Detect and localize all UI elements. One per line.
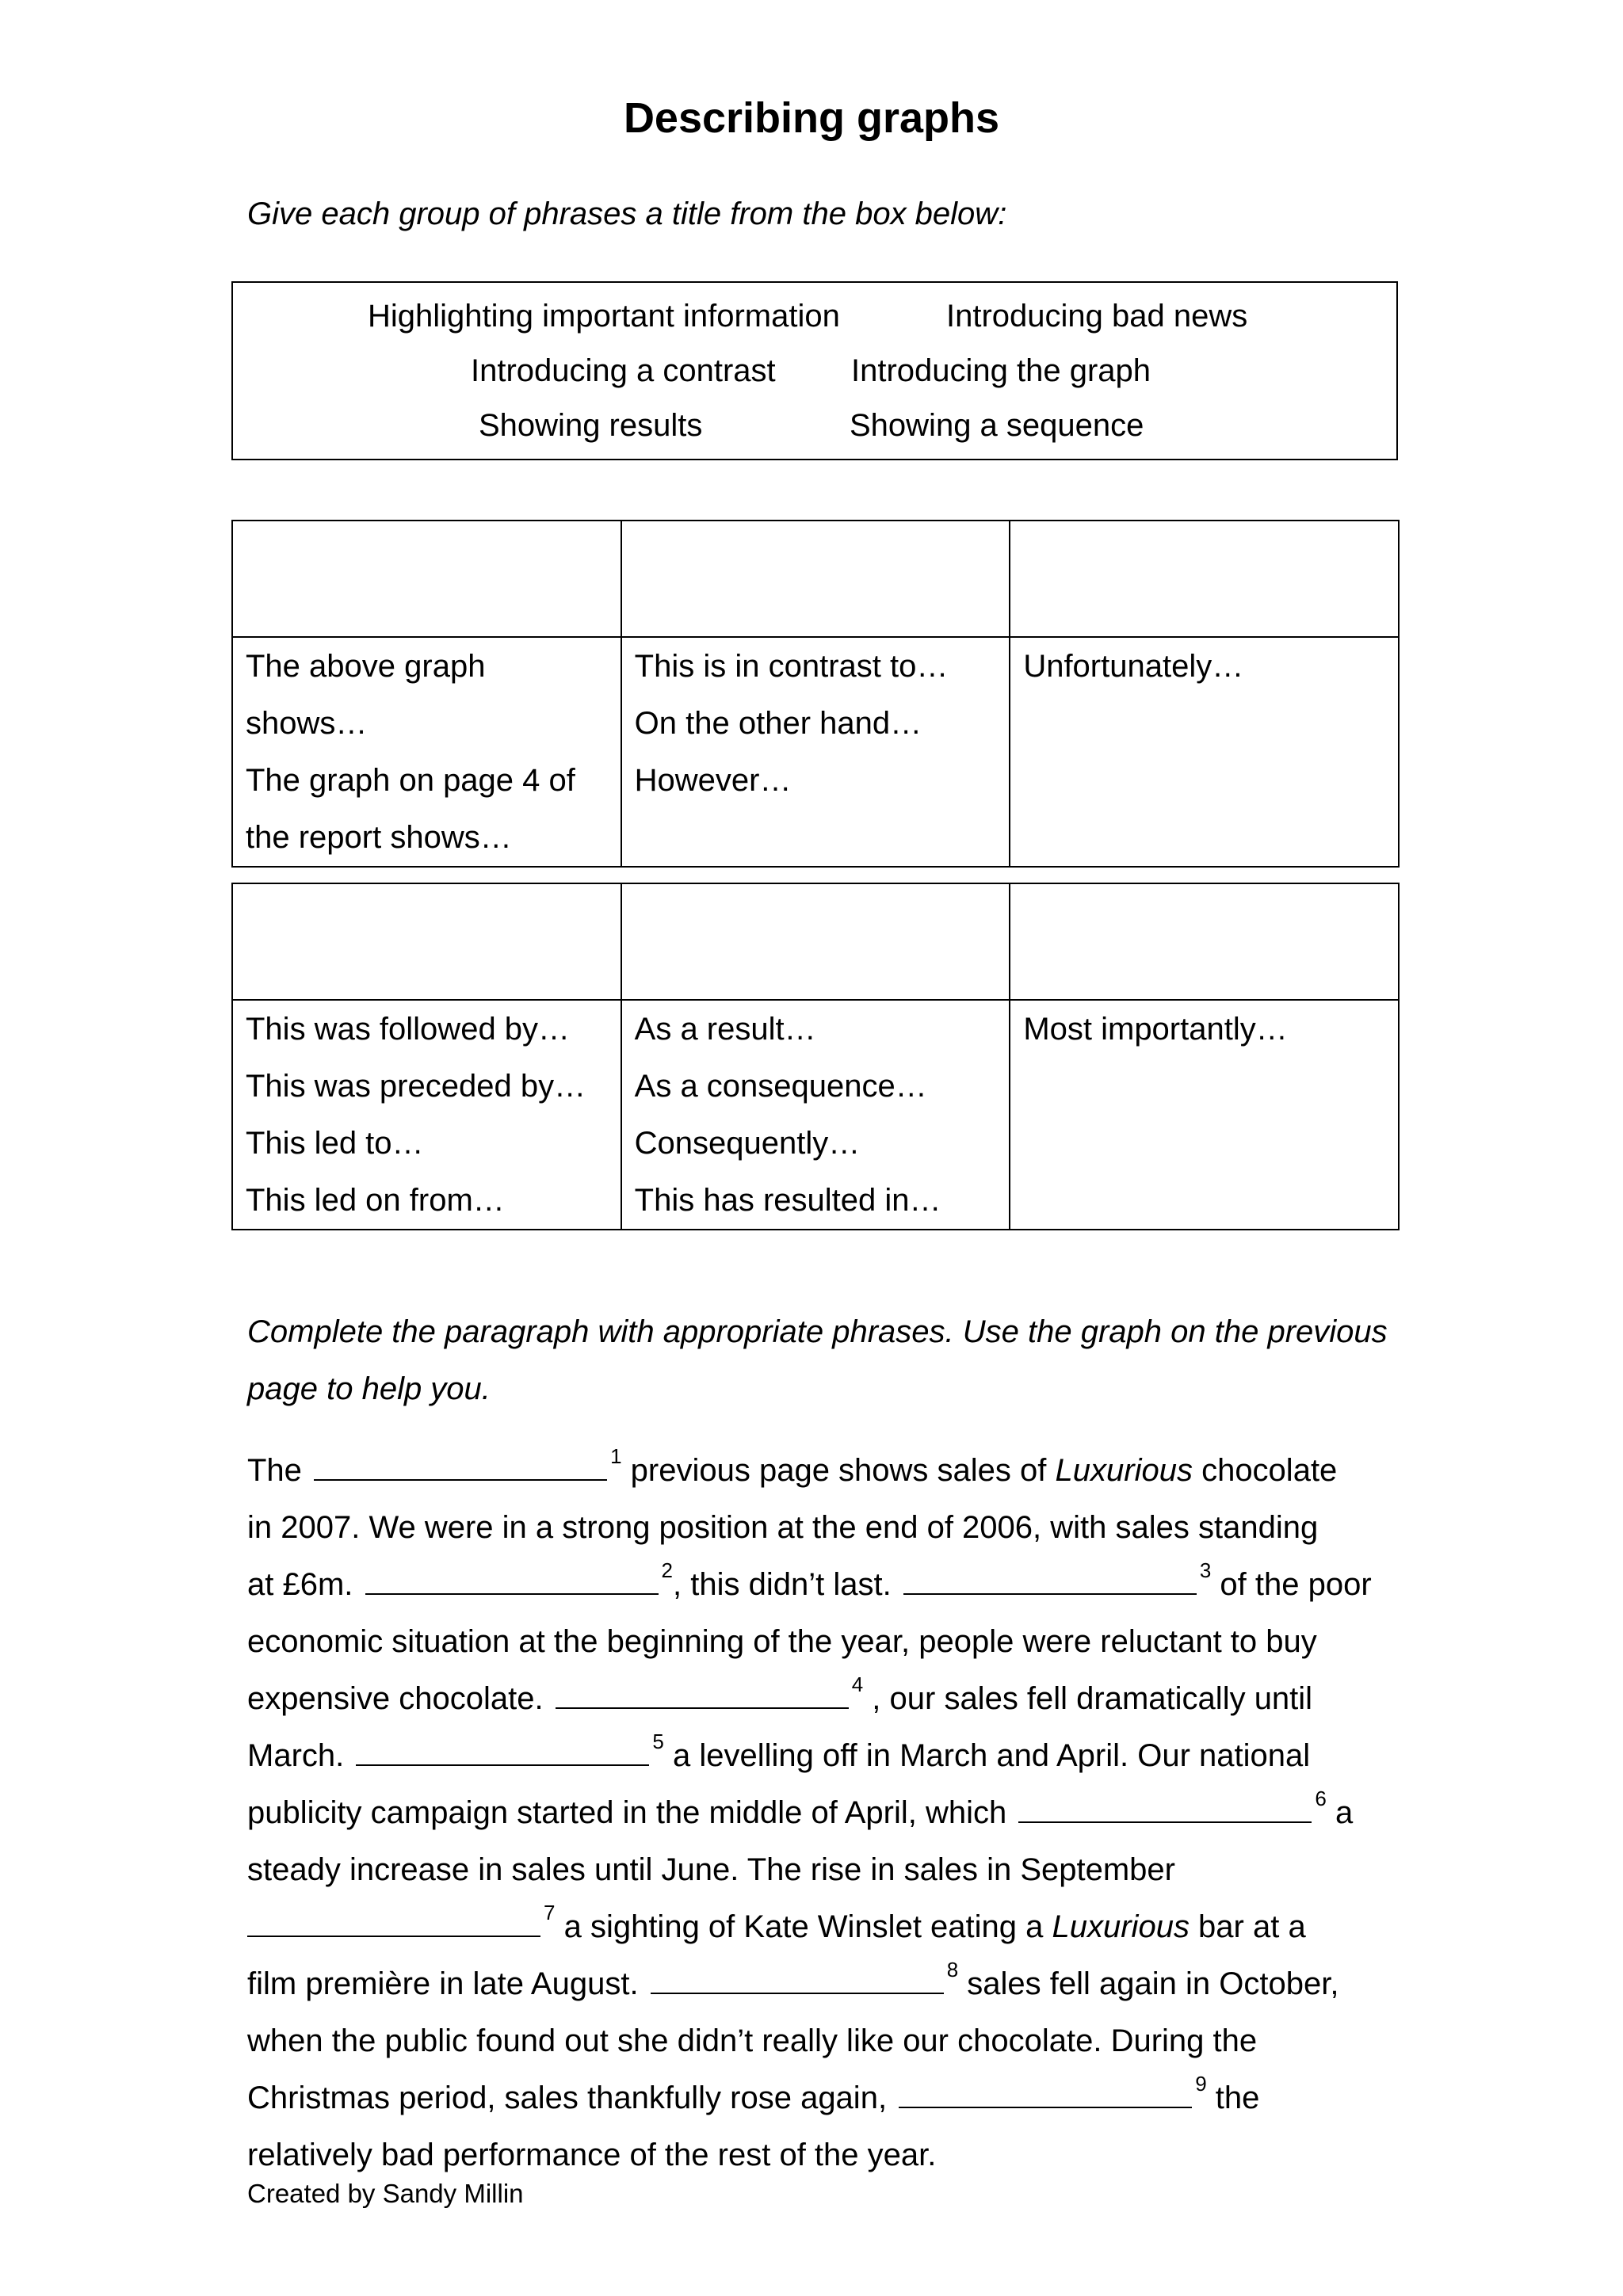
word-box-item: Showing results: [479, 408, 703, 443]
phrase: As a result…: [634, 1012, 816, 1047]
gap-blank: [365, 1562, 659, 1595]
phrase: This is in contrast to…: [634, 649, 949, 684]
gap-number: 1: [610, 1444, 622, 1468]
text: The: [247, 1453, 302, 1488]
text: publicity campaign started in the middle of April, which: [247, 1795, 1007, 1830]
text: Christmas period, sales thankfully rose again,: [247, 2081, 888, 2115]
gap-number: 8: [946, 1958, 959, 1981]
phrase: This was followed by…: [246, 1012, 571, 1047]
phrase: On the other hand…: [634, 706, 922, 741]
phrase: However…: [634, 763, 792, 798]
text: at £6m.: [247, 1567, 353, 1602]
gap-number: 5: [652, 1730, 664, 1753]
phrase: This was preceded by…: [246, 1069, 586, 1104]
phrase: Unfortunately…: [1023, 649, 1244, 684]
gap-fill-paragraph: [247, 1442, 1412, 2183]
text: chocolate: [1192, 1453, 1338, 1488]
gap-blank: [903, 1562, 1197, 1595]
phrase-cell: [232, 637, 621, 867]
gap-number: 9: [1195, 2072, 1207, 2096]
text: March.: [247, 1738, 345, 1773]
gap-number: 6: [1315, 1787, 1327, 1810]
gap-blank: [1018, 1790, 1312, 1823]
phrase: shows…: [246, 706, 368, 741]
text: bar at a: [1189, 1909, 1306, 1944]
text: the: [1206, 2081, 1260, 2115]
brand-name: Luxurious: [1052, 1909, 1190, 1944]
title-cell-blank: [1010, 521, 1399, 637]
title-cell-blank: [621, 521, 1010, 637]
text: a: [1326, 1795, 1354, 1830]
phrase-table-1: [231, 520, 1400, 868]
gap-number: 7: [544, 1901, 556, 1924]
gap-blank: [556, 1676, 849, 1709]
phrase: This led on from…: [246, 1183, 505, 1218]
gap-number: 2: [661, 1558, 673, 1582]
text: when the public found out she didn’t really like our chocolate. During the: [247, 2023, 1258, 2058]
instruction-title-task: Give each group of phrases a title from the box below:: [247, 196, 1007, 231]
text: a sighting of Kate Winslet eating a: [555, 1909, 1052, 1944]
instruction-paragraph-task: Complete the paragraph with appropriate phrases. Use the graph on the previous page to help you.: [247, 1314, 1388, 1406]
gap-blank: [314, 1447, 607, 1481]
text: of the poor: [1211, 1567, 1372, 1602]
title-cell-blank: [232, 521, 621, 637]
title-cell-blank: [621, 883, 1010, 1000]
phrase-cell: [621, 1000, 1010, 1230]
word-box-item: Introducing the graph: [851, 353, 1151, 388]
phrase: the report shows…: [246, 820, 512, 855]
text: , our sales fell dramatically until: [863, 1681, 1313, 1716]
gap-blank: [899, 2075, 1192, 2108]
word-box-item: Showing a sequence: [850, 408, 1144, 443]
word-box-item: Highlighting important information: [368, 299, 840, 334]
phrase-cell: [1010, 1000, 1399, 1230]
text: in 2007. We were in a strong position at the end of 2006, with sales standing: [247, 1510, 1319, 1545]
brand-name: Luxurious: [1055, 1453, 1193, 1488]
word-box-item: Introducing a contrast: [471, 353, 776, 388]
gap-number: 4: [851, 1672, 864, 1696]
text: expensive chocolate.: [247, 1681, 544, 1716]
gap-blank: [247, 1904, 540, 1937]
title-cell-blank: [1010, 883, 1399, 1000]
text: steady increase in sales until June. The rise in sales in September: [247, 1852, 1175, 1887]
phrase: The above graph: [246, 649, 486, 684]
gap-number: 3: [1199, 1558, 1212, 1582]
phrase: This led to…: [246, 1126, 424, 1161]
footer-credit: Created by Sandy Millin: [247, 2179, 524, 2208]
phrase-cell: [232, 1000, 621, 1230]
text: relatively bad performance of the rest of the year.: [247, 2138, 937, 2172]
text: film première in late August.: [247, 1966, 639, 2001]
text: sales fell again in October,: [958, 1966, 1339, 2001]
phrase: As a consequence…: [634, 1069, 927, 1104]
title-cell-blank: [232, 883, 621, 1000]
word-box-item: Introducing bad news: [946, 299, 1248, 334]
phrase: The graph on page 4 of: [246, 763, 575, 798]
gap-blank: [651, 1961, 944, 1994]
text: previous page shows sales of: [621, 1453, 1056, 1488]
text: economic situation at the beginning of the year, people were reluctant to buy: [247, 1624, 1317, 1659]
phrase: Consequently…: [634, 1126, 861, 1161]
gap-blank: [356, 1733, 649, 1766]
phrase-table-2: [231, 883, 1400, 1230]
page-title: Describing graphs: [623, 94, 1000, 142]
word-box: [231, 281, 1398, 460]
phrase-cell: [621, 637, 1010, 867]
phrase: Most importantly…: [1023, 1012, 1288, 1047]
phrase-cell: [1010, 637, 1399, 867]
phrase: This has resulted in…: [634, 1183, 941, 1218]
text: a levelling off in March and April. Our national: [663, 1738, 1311, 1773]
text: , this didn’t last.: [673, 1567, 892, 1602]
